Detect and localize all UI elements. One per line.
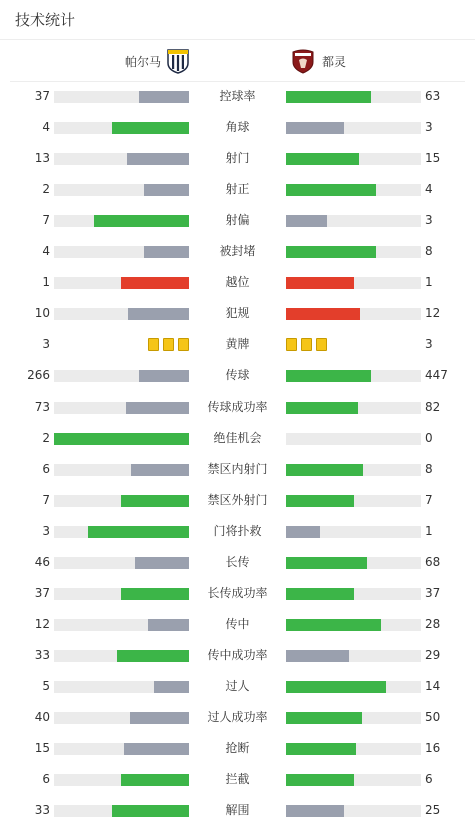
home-value: 2	[42, 430, 50, 445]
away-bar-track	[286, 402, 421, 414]
home-bar-track	[54, 122, 189, 134]
stat-label: 绝佳机会	[213, 430, 262, 445]
away-bar-fill	[286, 464, 363, 476]
stat-row	[0, 516, 475, 547]
away-bar-track	[286, 91, 421, 103]
home-bar-fill	[131, 464, 189, 476]
away-bar-track	[286, 277, 421, 289]
away-value: 25	[425, 803, 441, 818]
stat-label: 传中成功率	[207, 647, 268, 662]
away-value: 6	[425, 772, 433, 787]
away-value: 16	[425, 741, 441, 756]
stat-label: 门将扑救	[213, 523, 262, 538]
away-value: 1	[425, 275, 433, 290]
away-value: 4	[425, 182, 433, 197]
away-value: 8	[425, 244, 433, 259]
away-bar-track	[286, 122, 421, 134]
away-bar-track	[286, 153, 421, 165]
stat-label: 传中	[225, 616, 250, 631]
home-value: 6	[42, 461, 50, 476]
away-team	[292, 40, 346, 82]
home-value: 5	[42, 678, 50, 693]
away-value: 82	[425, 399, 441, 414]
away-bar-fill	[286, 526, 320, 538]
away-value: 0	[425, 430, 433, 445]
stat-row	[0, 578, 475, 609]
yellow-card-icon	[163, 338, 174, 351]
away-value: 14	[425, 678, 441, 693]
away-bar-fill	[286, 712, 362, 724]
stat-label: 角球	[225, 120, 250, 135]
home-bar-fill	[130, 712, 189, 724]
stat-label: 控球率	[219, 89, 256, 103]
home-bar-track	[54, 712, 189, 724]
away-value: 28	[425, 616, 441, 631]
yellow-card-icon	[148, 338, 159, 351]
home-value: 37	[34, 89, 50, 103]
home-bar-track	[54, 650, 189, 662]
away-bar-fill	[286, 370, 371, 382]
home-bar-fill	[139, 370, 189, 382]
home-bar-track	[54, 681, 189, 693]
stat-row	[0, 702, 475, 733]
home-value: 12	[34, 616, 50, 631]
yellow-card-icon	[286, 338, 297, 351]
home-value: 33	[34, 803, 50, 818]
home-bar-fill	[128, 308, 189, 320]
home-bar-fill	[144, 246, 189, 258]
home-value: 7	[42, 213, 50, 228]
home-bar-track	[54, 774, 189, 786]
stat-label: 黄牌	[225, 337, 250, 352]
stat-row	[0, 764, 475, 795]
home-bar-track	[54, 619, 189, 631]
home-value: 6	[42, 772, 50, 787]
away-bar-fill	[286, 184, 376, 196]
yellow-card-icon	[316, 338, 327, 351]
home-bar-fill	[54, 433, 189, 445]
away-value: 37	[425, 585, 441, 600]
stat-label: 传球成功率	[207, 399, 268, 414]
home-value: 15	[34, 741, 50, 756]
home-bar-track	[54, 526, 189, 538]
away-bar-fill	[286, 277, 354, 289]
home-bar-track	[54, 464, 189, 476]
stat-row	[0, 298, 475, 329]
home-value: 266	[27, 368, 50, 383]
home-value: 37	[34, 585, 50, 600]
away-value: 8	[425, 461, 433, 476]
home-value: 33	[34, 647, 50, 662]
away-value: 3	[425, 213, 433, 228]
away-bar-track	[286, 619, 421, 631]
stat-row	[0, 143, 475, 174]
home-bar-track	[54, 184, 189, 196]
yellow-card-icon	[301, 338, 312, 351]
away-bar-fill	[286, 805, 344, 817]
home-value: 3	[42, 523, 50, 538]
stat-row	[0, 795, 475, 826]
away-bar-track	[286, 712, 421, 724]
away-bar-fill	[286, 619, 381, 631]
home-bar-fill	[88, 526, 189, 538]
stat-label: 过人成功率	[207, 710, 268, 724]
stat-label: 射正	[225, 182, 250, 197]
away-bar-track	[286, 774, 421, 786]
stat-label: 传球	[225, 368, 250, 383]
home-bar-track	[54, 557, 189, 569]
home-bar-fill	[121, 495, 189, 507]
away-bar-fill	[286, 774, 354, 786]
stat-label: 长传	[225, 554, 250, 569]
stat-label: 越位	[225, 275, 250, 290]
home-bar-track	[54, 308, 189, 320]
home-yellow-cards	[148, 338, 189, 352]
away-bar-fill	[286, 153, 359, 165]
home-bar-track	[54, 433, 189, 445]
stat-row	[0, 329, 475, 360]
home-bar-track	[54, 277, 189, 289]
title-bar	[0, 0, 475, 40]
stat-row	[0, 640, 475, 671]
stat-row	[0, 423, 475, 454]
home-bar-fill	[117, 650, 189, 662]
home-bar-fill	[127, 153, 189, 165]
home-bar-fill	[94, 215, 189, 227]
home-value: 13	[34, 151, 50, 166]
away-yellow-cards	[286, 338, 327, 352]
away-bar-track	[286, 370, 421, 382]
home-bar-track	[54, 215, 189, 227]
away-bar-fill	[286, 557, 367, 569]
home-bar-track	[54, 588, 189, 600]
away-bar-fill	[286, 495, 354, 507]
home-value: 10	[34, 306, 50, 321]
home-bar-fill	[121, 774, 189, 786]
home-team	[125, 40, 195, 82]
away-bar-track	[286, 495, 421, 507]
stat-label: 射偏	[225, 213, 250, 228]
home-bar-fill	[126, 402, 189, 414]
stat-row	[0, 733, 475, 764]
away-bar-track	[286, 464, 421, 476]
away-value: 68	[425, 554, 441, 569]
away-value: 63	[425, 89, 441, 103]
away-bar-fill	[286, 681, 386, 693]
away-team-crest-icon	[292, 48, 314, 74]
away-bar-fill	[286, 91, 371, 103]
stat-row	[0, 392, 475, 423]
home-bar-fill	[124, 743, 189, 755]
away-bar-fill	[286, 588, 354, 600]
stat-label: 解围	[225, 803, 250, 818]
away-team-name: 都灵	[322, 54, 347, 69]
home-bar-track	[54, 91, 189, 103]
away-bar-fill	[286, 402, 358, 414]
stat-row	[0, 81, 475, 112]
away-value: 3	[425, 120, 433, 135]
home-team-name: 帕尔马	[125, 54, 162, 69]
away-bar-fill	[286, 122, 344, 134]
away-bar-track	[286, 246, 421, 258]
away-bar-track	[286, 184, 421, 196]
away-bar-fill	[286, 650, 349, 662]
stat-label: 射门	[225, 151, 250, 166]
away-value: 3	[425, 337, 433, 352]
stat-label: 禁区内射门	[207, 461, 268, 476]
stat-row	[0, 671, 475, 702]
home-value: 1	[42, 275, 50, 290]
home-bar-fill	[112, 805, 189, 817]
stat-row	[0, 236, 475, 267]
home-bar-track	[54, 495, 189, 507]
away-value: 447	[425, 368, 448, 383]
away-value: 50	[425, 710, 441, 724]
stat-label: 抢断	[225, 741, 250, 756]
home-bar-fill	[148, 619, 189, 631]
home-bar-track	[54, 246, 189, 258]
home-bar-fill	[154, 681, 189, 693]
stat-label: 过人	[225, 678, 250, 693]
away-bar-fill	[286, 215, 327, 227]
stat-row	[0, 267, 475, 298]
away-bar-track	[286, 433, 421, 445]
stat-row	[0, 609, 475, 640]
home-bar-fill	[121, 588, 189, 600]
away-bar-track	[286, 215, 421, 227]
stat-row	[0, 174, 475, 205]
home-value: 2	[42, 182, 50, 197]
home-bar-fill	[135, 557, 189, 569]
home-value: 73	[34, 399, 50, 414]
yellow-card-icon	[178, 338, 189, 351]
home-value: 4	[42, 120, 50, 135]
stat-label: 被封堵	[219, 244, 256, 259]
stat-label: 犯规	[225, 306, 250, 321]
away-bar-track	[286, 526, 421, 538]
away-bar-track	[286, 308, 421, 320]
away-bar-track	[286, 681, 421, 693]
stat-row	[0, 112, 475, 143]
home-bar-fill	[144, 184, 189, 196]
home-bar-fill	[112, 122, 189, 134]
away-bar-track	[286, 743, 421, 755]
stat-row	[0, 485, 475, 516]
away-bar-fill	[286, 308, 360, 320]
stat-row	[0, 454, 475, 485]
stat-row	[0, 205, 475, 236]
home-value: 40	[34, 710, 50, 724]
home-value: 3	[42, 337, 50, 352]
away-bar-fill	[286, 246, 376, 258]
home-bar-track	[54, 402, 189, 414]
away-bar-track	[286, 588, 421, 600]
away-bar-track	[286, 805, 421, 817]
stat-row	[0, 547, 475, 578]
home-bar-track	[54, 370, 189, 382]
home-bar-track	[54, 743, 189, 755]
stat-label: 拦截	[225, 772, 250, 787]
away-value: 1	[425, 523, 433, 538]
home-bar-track	[54, 153, 189, 165]
home-bar-track	[54, 805, 189, 817]
away-bar-track	[286, 650, 421, 662]
home-team-crest-icon	[167, 48, 189, 74]
away-value: 12	[425, 306, 441, 321]
away-value: 29	[425, 647, 441, 662]
stat-label: 长传成功率	[207, 585, 268, 600]
home-value: 7	[42, 492, 50, 507]
away-value: 7	[425, 492, 433, 507]
home-value: 46	[34, 554, 50, 569]
home-bar-fill	[121, 277, 189, 289]
stat-row	[0, 360, 475, 391]
away-value: 15	[425, 151, 441, 166]
away-bar-fill	[286, 743, 356, 755]
teams-header	[10, 40, 465, 82]
home-value: 4	[42, 244, 50, 259]
page-title: 技术统计	[15, 11, 76, 29]
stat-label: 禁区外射门	[207, 492, 268, 507]
away-bar-track	[286, 557, 421, 569]
home-bar-fill	[139, 91, 189, 103]
